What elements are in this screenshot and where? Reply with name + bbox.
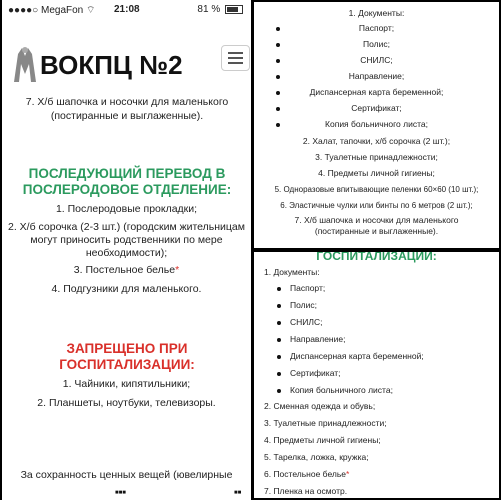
bullet-icon: [277, 304, 281, 308]
list-item: Диспансерная карта беременной;: [290, 351, 424, 361]
forbidden-heading: ЗАПРЕЩЕНО ПРИ ГОСПИТАЛИЗАЦИИ:: [59, 341, 195, 372]
list-item: 6. Постельное белье*: [264, 469, 350, 479]
hamburger-icon: [228, 52, 243, 54]
list-item: СНИЛС;: [360, 55, 393, 65]
list-item: 4. Предметы личной гигиены;: [318, 168, 435, 178]
list-item: 4. Подгузники для маленького.: [51, 283, 202, 295]
menu-button[interactable]: [221, 45, 250, 71]
carrier-name: MegaFon: [40, 5, 84, 16]
bullet-icon: [277, 287, 281, 291]
list-item: 1. Послеродовые прокладки;: [55, 203, 198, 215]
list-item: 5. Тарелка, ложка, кружка;: [264, 452, 369, 462]
list-item: Диспансерная карта беременной;: [309, 87, 444, 97]
hospitalization-heading: ГОСПИТАЛИЗАЦИИ:: [316, 252, 437, 263]
list-item: 7. Пленка на осмотр.: [264, 486, 348, 496]
transfer-heading: ПОСЛЕДУЮЩИЙ ПЕРЕВОД В ПОСЛЕРОДОВОЕ ОТДЕЛЕНИЕ:: [22, 166, 232, 197]
docs-title: 1. Документы:: [348, 8, 405, 18]
list-item: Паспорт;: [358, 23, 395, 33]
list-item: Паспорт;: [290, 283, 326, 293]
list-item: 6. Эластичные чулки или бинты по 6 метров (2 шт.);: [280, 201, 473, 210]
document-list-panel-bottom: [254, 252, 499, 498]
bullet-icon: [277, 355, 281, 359]
status-time: 21:08: [114, 4, 140, 15]
list-item: 5. Одноразовые впитывающие пеленки 60×60 (10 шт.);: [274, 185, 479, 194]
list-item: Направление;: [290, 334, 346, 344]
list-item: СНИЛС;: [290, 317, 323, 327]
pagination-icon: ■■: [234, 490, 242, 496]
wifi-icon: ⌔: [86, 5, 96, 16]
list-item: 7. Х/б шапочка и носочки для маленького (постиранные и выглаженные).: [294, 215, 459, 236]
list-item: 2. Сменная одежда и обувь;: [264, 401, 376, 411]
list-item: 3. Туалетные принадлежности;: [315, 152, 438, 162]
site-logo-text[interactable]: ВОКПЦ №2: [40, 50, 183, 80]
docs-title: 1. Документы:: [264, 267, 320, 277]
list-item: 7. Х/б шапочка и носочки для маленького (постиранные и выглаженные).: [25, 96, 229, 122]
footer-text: За сохранность ценных вещей (ювелирные: [20, 469, 233, 481]
pagination-icon: ■■■: [115, 490, 126, 496]
list-item: Направление;: [348, 71, 405, 81]
bullet-icon: [277, 389, 281, 393]
list-item: 4. Предметы личной гигиены;: [264, 435, 381, 445]
list-item: Сертификат;: [351, 103, 402, 113]
site-logo-icon: [10, 44, 40, 84]
signal-icon: ●●●●○: [8, 5, 39, 16]
list-item: Полис;: [290, 300, 317, 310]
status-bar: [2, 0, 251, 20]
list-item: 2. Х/б сорочка (2-3 шт.) (городским жительницам могут приносить родственники по мере необходимости);: [8, 221, 245, 259]
bullet-icon: [277, 372, 281, 376]
list-item: 3. Туалетные принадлежности;: [264, 418, 387, 428]
list-item: 1. Чайники, кипятильники;: [62, 378, 191, 390]
document-list-panel-top: [254, 2, 499, 248]
list-item: Полис;: [363, 39, 390, 49]
battery-percent: 81 %: [197, 4, 221, 15]
bullet-icon: [277, 338, 281, 342]
list-item: Копия больничного листа;: [290, 385, 393, 395]
list-item: 3. Постельное белье*: [73, 264, 180, 276]
list-item: Копия больничного листа;: [325, 119, 428, 129]
list-item: 2. Халат, тапочки, х/б сорочка (2 шт.);: [302, 136, 451, 146]
list-item: 2. Планшеты, ноутбуки, телевизоры.: [37, 397, 216, 409]
list-item: Сертификат;: [290, 368, 341, 378]
battery-icon: [225, 5, 243, 14]
bullet-icon: [277, 321, 281, 325]
phone-screenshot-panel: [2, 0, 251, 500]
